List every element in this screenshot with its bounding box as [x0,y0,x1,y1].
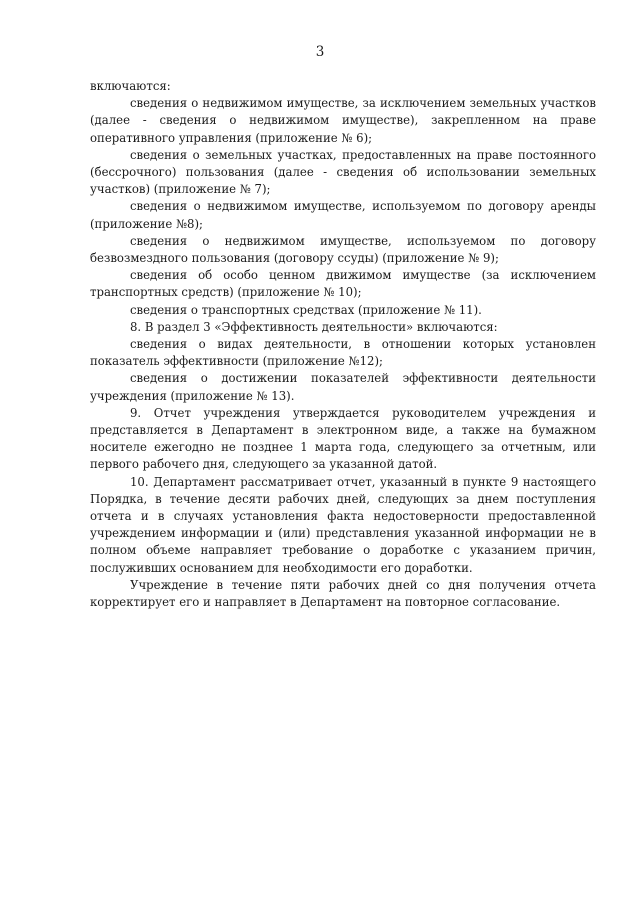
document-body [90,78,596,611]
paragraph: сведения о недвижимом имуществе, используемом по договору аренды (приложение №8); [90,199,596,231]
paragraph: 8. В раздел 3 «Эффективность деятельности» включаются: [130,319,498,334]
paragraph: Учреждение в течение пяти рабочих дней со дня получения отчета корректирует его и направляет в Департамент на повторное согласование. [90,577,596,610]
paragraph: 9. Отчет учреждения утверждается руководителем учреждения и представляется в Департамент в электронном виде, а также на бумажном носителе ежегодно не позднее 1 марта года, следующего за отчетным, или первого рабочего дня, следующего за указанной датой. [90,405,596,472]
paragraph: сведения о транспортных средствах (приложение № 11). [130,302,482,317]
paragraph: сведения об особо ценном движимом имуществе (за исключением транспортных средств) (приложение № 10); [90,268,596,300]
page-number: 3 [315,44,325,60]
paragraph: сведения о земельных участках, предоставленных на праве постоянного (бессрочного) пользования (далее - сведения об использовании земельных участков) (приложение № 7); [90,147,596,197]
paragraph: сведения о недвижимом имуществе, за исключением земельных участков (далее - сведения о недвижимом имуществе), закрепленном на праве оперативного управления (приложение № 6); [90,96,596,145]
paragraph: сведения о видах деятельности, в отношении которых установлен показатель эффективности (приложение №12); [90,337,596,369]
paragraph: сведения о достижении показателей эффективности деятельности учреждения (приложение № 13). [90,371,596,403]
paragraph: сведения о недвижимом имуществе, используемом по договору безвозмездного пользования (договору ссуды) (приложение № 9); [90,233,596,266]
paragraph: включаются: [90,79,171,93]
paragraph: 10. Департамент рассматривает отчет, указанный в пункте 9 настоящего Порядка, в течение десяти рабочих дней, следующих за днем поступления отчета и в случаях установления факта недостоверности предоставленной учреждением информации и (или) представления указанной информации не в полном объеме направляет требование о доработке с указанием причин, послуживших основанием для необходимости его доработки. [90,474,596,575]
